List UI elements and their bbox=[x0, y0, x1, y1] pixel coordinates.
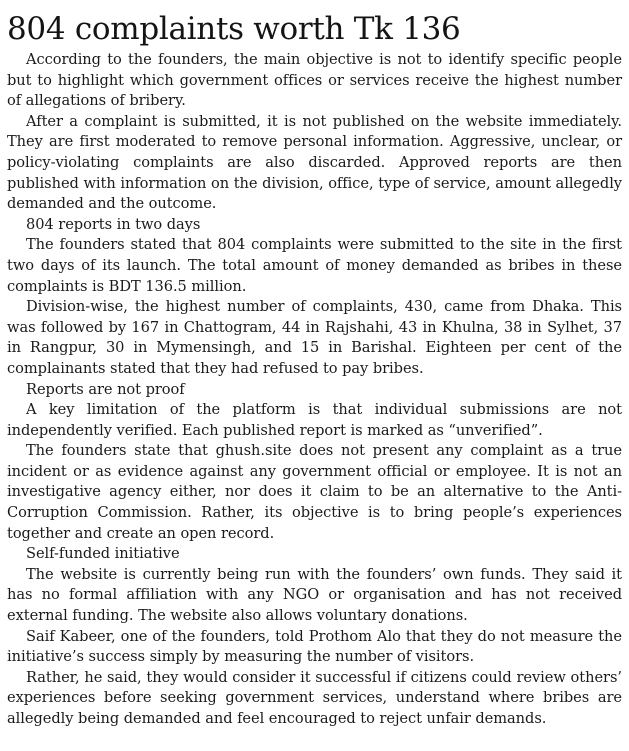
subheading-not-proof: Reports are not proof bbox=[26, 380, 185, 398]
paragraph-moderation: After a complaint is submitted, it is not published on the website immediately. They are first moderated to remove personal information. Aggressive, unclear, or policy-violating complaints are also discarded. Approved reports are then published with information on the division, office, type of service, amount allegedly demanded and the outcome. bbox=[7, 112, 622, 213]
article-body bbox=[7, 50, 622, 730]
paragraph-division-breakdown: Division-wise, the highest number of complaints, 430, came from Dhaka. This was followed by 167 in Chattogram, 44 in Rajshahi, 43 in Khulna, 38 in Sylhet, 37 in Rangpur, 30 in Mymensingh, and 15 in Barishal. Eighteen per cent of the complainants stated that they had refused to pay bribes. bbox=[7, 298, 622, 377]
paragraph-complaints-total: The founders stated that 804 complaints were submitted to the site in the first two days of its launch. The total amount of money demanded as bribes in these complaints is BDT 136.5 million. bbox=[7, 236, 622, 295]
paragraph-not-evidence: The founders state that ghush.site does not present any complaint as a true incident or as evidence against any government official or employee. It is not an investigative agency either, nor does it claim to be an alternative to the Anti-Corruption Commission. Rather, its objective is to bring people’s experiences together and create an open record. bbox=[7, 442, 622, 542]
paragraph-saif-kabeer: Saif Kabeer, one of the founders, told Prothom Alo that they do not measure the initiative’s success simply by measuring the number of visitors. bbox=[7, 627, 622, 666]
article-headline: 804 complaints worth Tk 136 bbox=[7, 11, 461, 47]
paragraph-success-criteria: Rather, he said, they would consider it successful if citizens could review others’ experiences before seeking government services, understand where bribes are allegedly being demanded and feel encouraged to reject unfair demands. bbox=[7, 668, 622, 727]
paragraph-main-objective: According to the founders, the main objective is not to identify specific people but to highlight which government offices or services receive the highest number of allegations of bribery. bbox=[7, 51, 622, 110]
subheading-self-funded: Self-funded initiative bbox=[26, 545, 180, 563]
subheading-804-reports: 804 reports in two days bbox=[26, 215, 201, 233]
paragraph-funding: The website is currently being run with the founders’ own funds. They said it has no formal affiliation with any NGO or organisation and has not received external funding. The website also allows voluntary donations. bbox=[7, 565, 622, 625]
paragraph-limitation: A key limitation of the platform is that individual submissions are not independently verified. Each published report is marked as “unverified”. bbox=[7, 401, 622, 439]
